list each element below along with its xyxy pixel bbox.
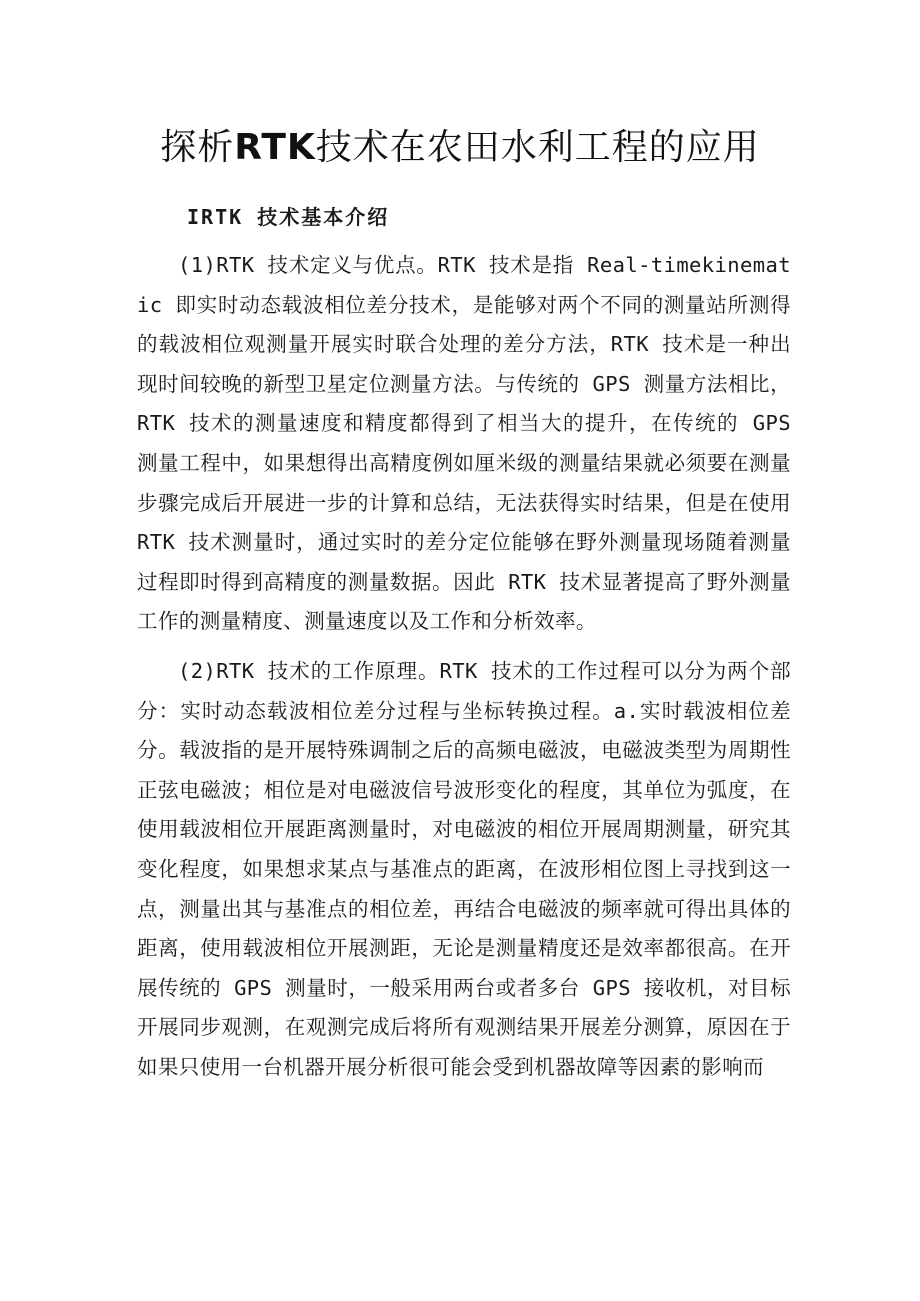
section-heading: IRTK 技术基本介绍 — [187, 205, 390, 229]
title-prefix: 探析 — [160, 127, 235, 168]
paragraph-2: (2)RTK 技术的工作原理。RTK 技术的工作过程可以分为两个部分：实时动态载波相位差分过程与坐标转换过程。a.实时载波相位差分。载波指的是开展特殊调制之后的高频电磁波，电磁波类型为周期性正弦电磁波；相位是对电磁波信号波形变化的程度，其单位为弧度，在使用载波相位开展距离测量时，对电磁波的相位开展周期测量，研究其变化程度，如果想求某点与基准点的距离，在波形相位图上寻找到这一点，测量出其与基准点的相位差，再结合电磁波的频率就可得出具体的距离，使用载波相位开展测距，无论是测量精度还是效率都很高。在开展传统的 GPS 测量时，一般采用两台或者多台 GPS 接收机，对目标开展同步观测，在观测完成后将所有观测结果开展差分测算，原因在于如果只使用一台机器开展分析很可能会受到机器故障等因素的影响而 — [137, 658, 791, 1079]
title-suffix: 技术在农田水利工程的应用 — [315, 127, 760, 168]
title-bold: RTK — [234, 127, 316, 168]
paragraph-1: (1)RTK 技术定义与优点。RTK 技术是指 Real-timekinematic 即实时动态载波相位差分技术，是能够对两个不同的测量站所测得的载波相位观测量开展实时联合处理的差分方法，RTK 技术是一种出现时间较晚的新型卫星定位测量方法。与传统的 GPS 测量方法相比，RTK 技术的测量速度和精度都得到了相当大的提升，在传统的 GPS 测量工程中，如果想得出高精度例如厘米级的测量结果就必须要在测量步骤完成后开展进一步的计算和总结，无法获得实时结果，但是在使用 RTK 技术测量时，通过实时的差分定位能够在野外测量现场随着测量过程即时得到高精度的测量数据。因此 RTK 技术显著提高了野外测量工作的测量精度、测量速度以及工作和分析效率。 — [137, 253, 791, 634]
document-body — [137, 246, 791, 1087]
document-title — [0, 120, 920, 176]
